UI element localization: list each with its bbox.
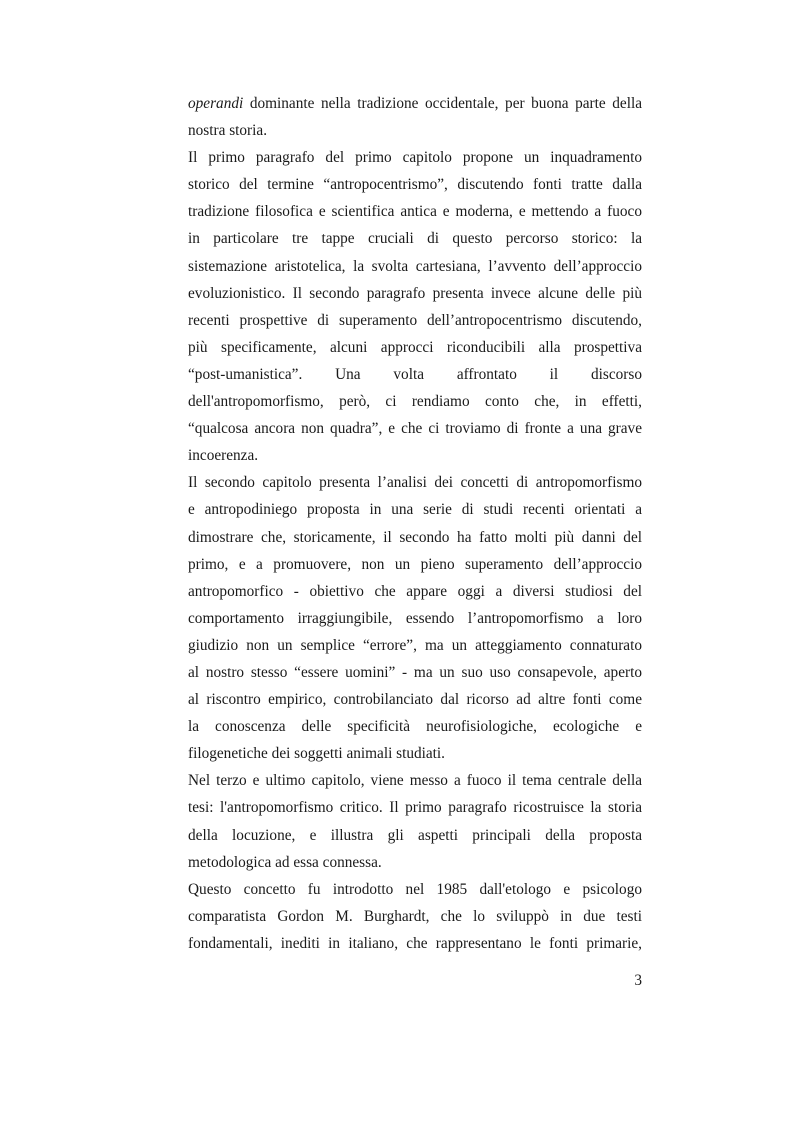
text-line: [188, 740, 642, 767]
text-segment: evoluzionistico. Il secondo paragrafo presenta invece alcune delle più: [188, 284, 642, 302]
text-segment: nostra storia.: [188, 122, 268, 140]
text-line: [188, 198, 642, 225]
text-segment: dell'antropomorfismo, però, ci rendiamo conto che, in effetti,: [188, 393, 642, 411]
text-line: [188, 144, 642, 171]
text-segment: dimostrare che, storicamente, il secondo ha fatto molti più danni del: [188, 528, 642, 546]
text-line: [188, 117, 642, 144]
text-segment: filogenetiche dei soggetti animali studiati.: [188, 745, 446, 763]
text-line: [188, 551, 642, 578]
text-segment: storico del termine “antropocentrismo”, discutendo fonti tratte dalla: [188, 176, 642, 194]
text-line: [188, 253, 642, 280]
page-number: 3: [634, 972, 642, 989]
text-segment: Il primo paragrafo del primo capitolo propone un inquadramento: [188, 149, 642, 167]
paragraph: [188, 469, 642, 767]
text-segment: Il secondo capitolo presenta l’analisi dei concetti di antropomorfismo: [188, 474, 642, 492]
text-line: [188, 930, 642, 957]
text-line: [188, 496, 642, 523]
text-line: [188, 578, 642, 605]
text-segment: Questo concetto fu introdotto nel 1985 dall'etologo e psicologo: [188, 880, 642, 898]
text-segment: fondamentali, inediti in italiano, che rappresentano le fonti primarie,: [188, 934, 642, 952]
paragraph: [188, 144, 642, 469]
text-line: [188, 524, 642, 551]
text-line: [188, 767, 642, 794]
text-line: [188, 171, 642, 198]
text-line: [188, 442, 642, 469]
body-text: [188, 90, 642, 957]
text-segment: “post-umanistica”. Una volta affrontato il discorso: [188, 365, 642, 383]
text-segment: la conoscenza delle specificità neurofisiologiche, ecologiche e: [188, 718, 642, 736]
text-segment: dominante nella tradizione occidentale, per buona parte della: [243, 95, 642, 112]
text-line: [188, 686, 642, 713]
text-segment: comparatista Gordon M. Burghardt, che lo sviluppò in due testi: [188, 907, 642, 925]
paragraph: [188, 876, 642, 957]
text-line: [188, 849, 642, 876]
text-line: [188, 225, 642, 252]
text-segment: sistemazione aristotelica, la svolta cartesiana, l’avvento dell’approccio: [188, 257, 642, 275]
text-line: [188, 794, 642, 821]
text-segment: al nostro stesso “essere uomini” - ma un suo uso consapevole, aperto: [188, 663, 642, 681]
text-line: [188, 280, 642, 307]
text-line: [188, 90, 642, 117]
italic-text: operandi: [188, 95, 244, 112]
text-line: [188, 903, 642, 930]
text-line: [188, 605, 642, 632]
text-segment: “qualcosa ancora non quadra”, e che ci troviamo di fronte a una grave: [188, 420, 642, 438]
paragraph: [188, 767, 642, 875]
text-segment: primo, e a promuovere, non un pieno superamento dell’approccio: [188, 555, 642, 573]
text-line: [188, 876, 642, 903]
text-segment: e antropodiniego proposta in una serie di studi recenti orientati a: [188, 501, 642, 519]
text-line: [188, 469, 642, 496]
text-segment: tesi: l'antropomorfismo critico. Il primo paragrafo ricostruisce la storia: [188, 799, 642, 817]
text-segment: Nel terzo e ultimo capitolo, viene messo a fuoco il tema centrale della: [188, 772, 642, 790]
text-segment: in particolare tre tappe cruciali di questo percorso storico: la: [188, 230, 642, 248]
text-segment: comportamento irraggiungibile, essendo l’antropomorfismo a loro: [188, 609, 642, 627]
text-line: [188, 334, 642, 361]
text-segment: giudizio non un semplice “errore”, ma un atteggiamento connaturato: [188, 636, 642, 654]
text-segment: tradizione filosofica e scientifica antica e moderna, e mettendo a fuoco: [188, 203, 642, 221]
text-line: [188, 822, 642, 849]
text-segment: recenti prospettive di superamento dell’antropocentrismo discutendo,: [188, 311, 642, 329]
text-line: [188, 632, 642, 659]
text-line: [188, 307, 642, 334]
text-line: [188, 659, 642, 686]
text-line: [188, 713, 642, 740]
text-segment: più specificamente, alcuni approcci riconducibili alla prospettiva: [188, 338, 642, 356]
text-segment: metodologica ad essa connessa.: [188, 853, 382, 871]
paragraph: [188, 90, 642, 144]
text-segment: al riscontro empirico, controbilanciato dal ricorso ad altre fonti come: [188, 691, 642, 709]
text-line: [188, 415, 642, 442]
text-line: [188, 388, 642, 415]
text-line: [188, 361, 642, 388]
text-segment: antropomorfico - obiettivo che appare oggi a diversi studiosi del: [188, 582, 642, 600]
text-segment: della locuzione, e illustra gli aspetti principali della proposta: [188, 826, 642, 844]
text-segment: incoerenza.: [188, 447, 259, 465]
